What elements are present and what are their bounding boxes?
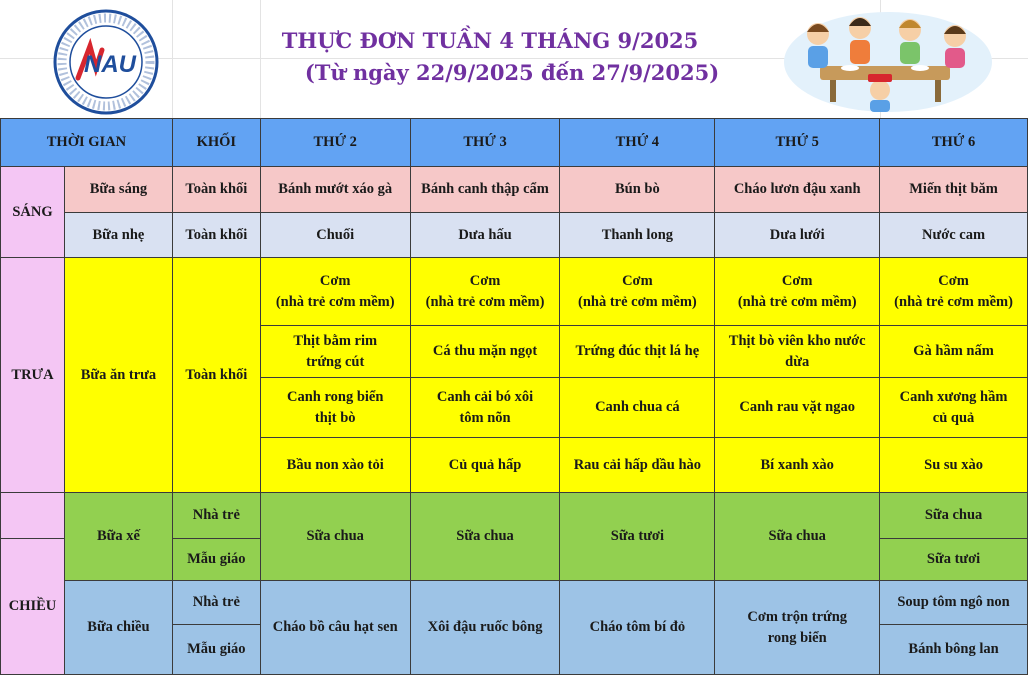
- lunch-main-mon: Thịt bằm rim trứng cút: [260, 326, 410, 378]
- lunch-veg-tue: Củ quả hấp: [410, 438, 560, 493]
- lunch-rice-thu: Cơm (nhà trẻ cơm mềm): [715, 258, 880, 326]
- group-nursery: Nhà trẻ: [172, 581, 260, 625]
- lunch-main-tue: Cá thu mặn ngọt: [410, 326, 560, 378]
- lunch-main-fri: Gà hầm nấm: [880, 326, 1028, 378]
- afternoon-snack-tue: Sữa chua: [410, 493, 560, 581]
- breakfast-row: [1, 167, 1028, 213]
- breakfast-tue: Bánh canh thập cẩm: [410, 167, 560, 213]
- lunch-soup-mon: Canh rong biển thịt bò: [260, 378, 410, 438]
- afternoon-snack-wed: Sữa tươi: [560, 493, 715, 581]
- snack-mon: Chuối: [260, 213, 410, 258]
- group-nursery: Nhà trẻ: [172, 493, 260, 539]
- afternoon-snack-thu: Sữa chua: [715, 493, 880, 581]
- breakfast-wed: Bún bò: [560, 167, 715, 213]
- group-all: Toàn khối: [172, 167, 260, 213]
- page-subtitle: (Từ ngày 22/9/2025 đến 27/9/2025): [304, 60, 720, 85]
- session-afternoon: CHIỀU: [1, 539, 65, 675]
- session-afternoon-top: [1, 493, 65, 539]
- group-kindergarten: Mẫu giáo: [172, 625, 260, 675]
- lunch-main-wed: Trứng đúc thịt lá hẹ: [560, 326, 715, 378]
- school-logo-icon: [50, 8, 162, 116]
- col-header-wed: THỨ 4: [560, 119, 715, 167]
- snack-tue: Dưa hấu: [410, 213, 560, 258]
- snack-thu: Dưa lưới: [715, 213, 880, 258]
- afternoon-snack-mon: Sữa chua: [260, 493, 410, 581]
- session-noon: TRƯA: [1, 258, 65, 493]
- snack-row: [1, 213, 1028, 258]
- col-header-time: THỜI GIAN: [1, 119, 173, 167]
- breakfast-thu: Cháo lươn đậu xanh: [715, 167, 880, 213]
- page-title: THỰC ĐƠN TUẦN 4 THÁNG 9/2025: [281, 28, 699, 53]
- dinner-tue: Xôi đậu ruốc bông: [410, 581, 560, 675]
- snack-wed: Thanh long: [560, 213, 715, 258]
- snack-fri: Nước cam: [880, 213, 1028, 258]
- lunch-rice-tue: Cơm (nhà trẻ cơm mềm): [410, 258, 560, 326]
- lunch-veg-wed: Rau cải hấp dầu hào: [560, 438, 715, 493]
- meal-dinner: Bữa chiều: [64, 581, 172, 675]
- lunch-veg-fri: Su su xào: [880, 438, 1028, 493]
- meal-breakfast: Bữa sáng: [64, 167, 172, 213]
- dinner-mon: Cháo bồ câu hạt sen: [260, 581, 410, 675]
- lunch-rice-fri: Cơm (nhà trẻ cơm mềm): [880, 258, 1028, 326]
- breakfast-fri: Miến thịt băm: [880, 167, 1028, 213]
- dinner-fri-nursery: Soup tôm ngô non: [880, 581, 1028, 625]
- col-header-mon: THỨ 2: [260, 119, 410, 167]
- lunch-rice-wed: Cơm (nhà trẻ cơm mềm): [560, 258, 715, 326]
- weekly-menu-table: [0, 118, 1028, 675]
- col-header-fri: THỨ 6: [880, 119, 1028, 167]
- breakfast-mon: Bánh mướt xáo gà: [260, 167, 410, 213]
- afternoon-snack-row-nursery: [1, 493, 1028, 539]
- lunch-soup-tue: Canh cải bó xôi tôm nõn: [410, 378, 560, 438]
- lunch-rice-row: [1, 258, 1028, 326]
- group-kindergarten: Mẫu giáo: [172, 539, 260, 581]
- afternoon-snack-fri-kindergarten: Sữa tươi: [880, 539, 1028, 581]
- lunch-rice-mon: Cơm (nhà trẻ cơm mềm): [260, 258, 410, 326]
- col-header-group: KHỐI: [172, 119, 260, 167]
- lunch-soup-fri: Canh xương hầm củ quả: [880, 378, 1028, 438]
- afternoon-snack-fri-nursery: Sữa chua: [880, 493, 1028, 539]
- dinner-row-nursery: [1, 581, 1028, 625]
- col-header-tue: THỨ 3: [410, 119, 560, 167]
- lunch-veg-thu: Bí xanh xào: [715, 438, 880, 493]
- session-morning: SÁNG: [1, 167, 65, 258]
- lunch-soup-wed: Canh chua cá: [560, 378, 715, 438]
- group-all: Toàn khối: [172, 258, 260, 493]
- meal-snack: Bữa nhẹ: [64, 213, 172, 258]
- lunch-soup-thu: Canh rau vặt ngao: [715, 378, 880, 438]
- header-row: [1, 119, 1028, 167]
- meal-lunch: Bữa ăn trưa: [64, 258, 172, 493]
- header: [0, 0, 1028, 118]
- dinner-fri-kindergarten: Bánh bông lan: [880, 625, 1028, 675]
- lunch-veg-mon: Bầu non xào tỏi: [260, 438, 410, 493]
- dinner-wed: Cháo tôm bí đỏ: [560, 581, 715, 675]
- svg-text:NAU: NAU: [84, 51, 136, 78]
- meal-afternoon-snack: Bữa xế: [64, 493, 172, 581]
- children-eating-illustration-icon: [780, 4, 995, 114]
- lunch-main-thu: Thịt bò viên kho nước dừa: [715, 326, 880, 378]
- col-header-thu: THỨ 5: [715, 119, 880, 167]
- group-all: Toàn khối: [172, 213, 260, 258]
- dinner-thu: Cơm trộn trứng rong biển: [715, 581, 880, 675]
